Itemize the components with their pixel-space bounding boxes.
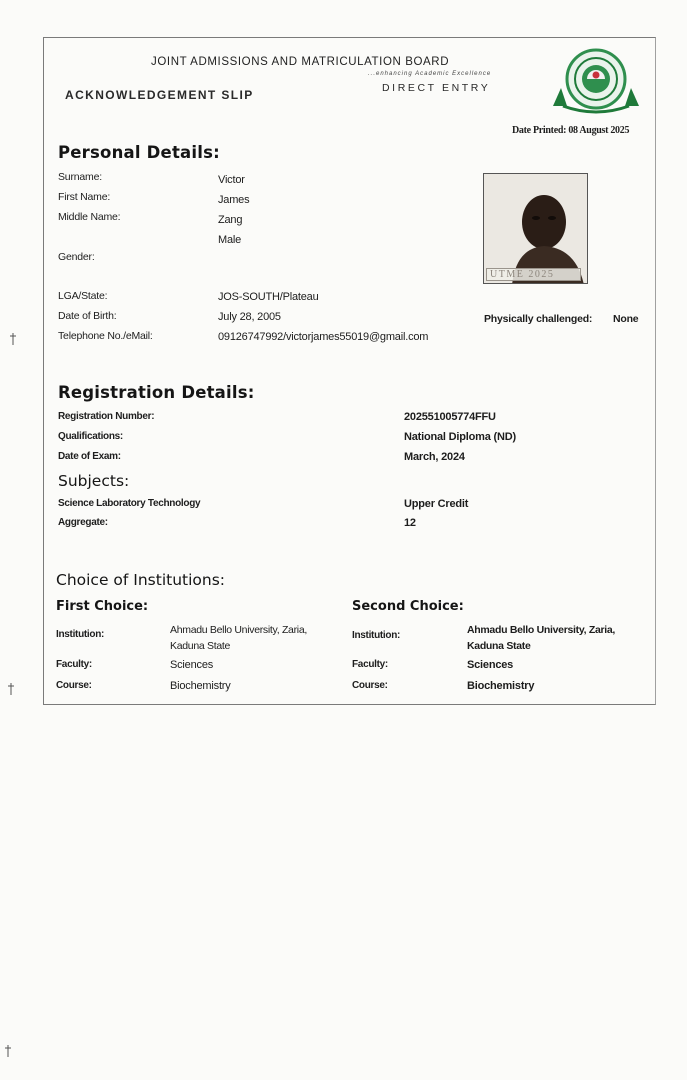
exam-date-label: Date of Exam: xyxy=(58,451,121,462)
choice-of-institutions-heading: Choice of Institutions: xyxy=(56,571,226,589)
second-choice-course-label: Course: xyxy=(352,680,388,691)
jamb-logo-icon xyxy=(549,48,643,114)
second-choice-institution-label: Institution: xyxy=(352,630,401,641)
slip-title: ACKNOWLEDGEMENT SLIP xyxy=(65,88,254,102)
second-choice-institution-line1: Ahmadu Bello University, Zaria, xyxy=(467,624,616,636)
admission-mode: DIRECT ENTRY xyxy=(382,82,491,94)
photo-stamp: UTME 2025 xyxy=(486,268,581,281)
first-choice-institution-label: Institution: xyxy=(56,629,105,640)
gender-value: Male xyxy=(218,234,242,246)
first-choice-faculty-label: Faculty: xyxy=(56,659,92,670)
gender-label: Gender: xyxy=(58,251,95,263)
first-choice-institution-line2: Kaduna State xyxy=(170,640,231,652)
qualifications-label: Qualifications: xyxy=(58,431,123,442)
first-name-value: James xyxy=(218,194,250,206)
reg-number-value: 202551005774FFU xyxy=(404,411,496,423)
registration-details-heading: Registration Details: xyxy=(58,383,255,402)
personal-details-heading: Personal Details: xyxy=(58,143,220,162)
middle-name-label: Middle Name: xyxy=(58,211,121,223)
contact-value: 09126747992/victorjames55019@gmail.com xyxy=(218,331,429,343)
board-name: JOINT ADMISSIONS AND MATRICULATION BOARD xyxy=(151,56,450,68)
board-tagline: ...enhancing Academic Excellence xyxy=(368,71,492,77)
first-choice-institution-line1: Ahmadu Bello University, Zaria, xyxy=(170,624,307,636)
physically-challenged-label: Physically challenged: xyxy=(484,313,593,325)
first-choice-faculty-value: Sciences xyxy=(170,659,214,671)
contact-label: Telephone No./eMail: xyxy=(58,330,153,342)
margin-mark-icon xyxy=(10,333,16,345)
subject-grade: Upper Credit xyxy=(404,498,469,510)
first-choice-heading: First Choice: xyxy=(56,599,149,614)
second-choice-course-value: Biochemistry xyxy=(467,680,535,692)
dob-value: July 28, 2005 xyxy=(218,311,281,323)
subject-name: Science Laboratory Technology xyxy=(58,498,201,509)
date-printed: Date Printed: 08 August 2025 xyxy=(512,125,630,136)
surname-value: Victor xyxy=(218,174,245,186)
reg-number-label: Registration Number: xyxy=(58,411,155,422)
exam-date-value: March, 2024 xyxy=(404,451,465,463)
first-choice-course-label: Course: xyxy=(56,680,92,691)
aggregate-label: Aggregate: xyxy=(58,517,108,528)
margin-mark-icon xyxy=(8,683,14,695)
qualifications-value: National Diploma (ND) xyxy=(404,431,516,443)
aggregate-value: 12 xyxy=(404,517,416,529)
first-name-label: First Name: xyxy=(58,191,111,203)
subjects-heading: Subjects: xyxy=(58,472,130,490)
physically-challenged-value: None xyxy=(613,313,639,325)
second-choice-heading: Second Choice: xyxy=(352,599,464,614)
second-choice-faculty-label: Faculty: xyxy=(352,659,388,670)
middle-name-value: Zang xyxy=(218,214,243,226)
lga-value: JOS-SOUTH/Plateau xyxy=(218,291,319,303)
surname-label: Surname: xyxy=(58,171,102,183)
second-choice-faculty-value: Sciences xyxy=(467,659,514,671)
margin-mark-icon xyxy=(5,1045,11,1057)
first-choice-course-value: Biochemistry xyxy=(170,680,231,692)
second-choice-institution-line2: Kaduna State xyxy=(467,640,531,652)
dob-label: Date of Birth: xyxy=(58,310,117,322)
candidate-photo xyxy=(483,173,588,284)
lga-label: LGA/State: xyxy=(58,290,108,302)
